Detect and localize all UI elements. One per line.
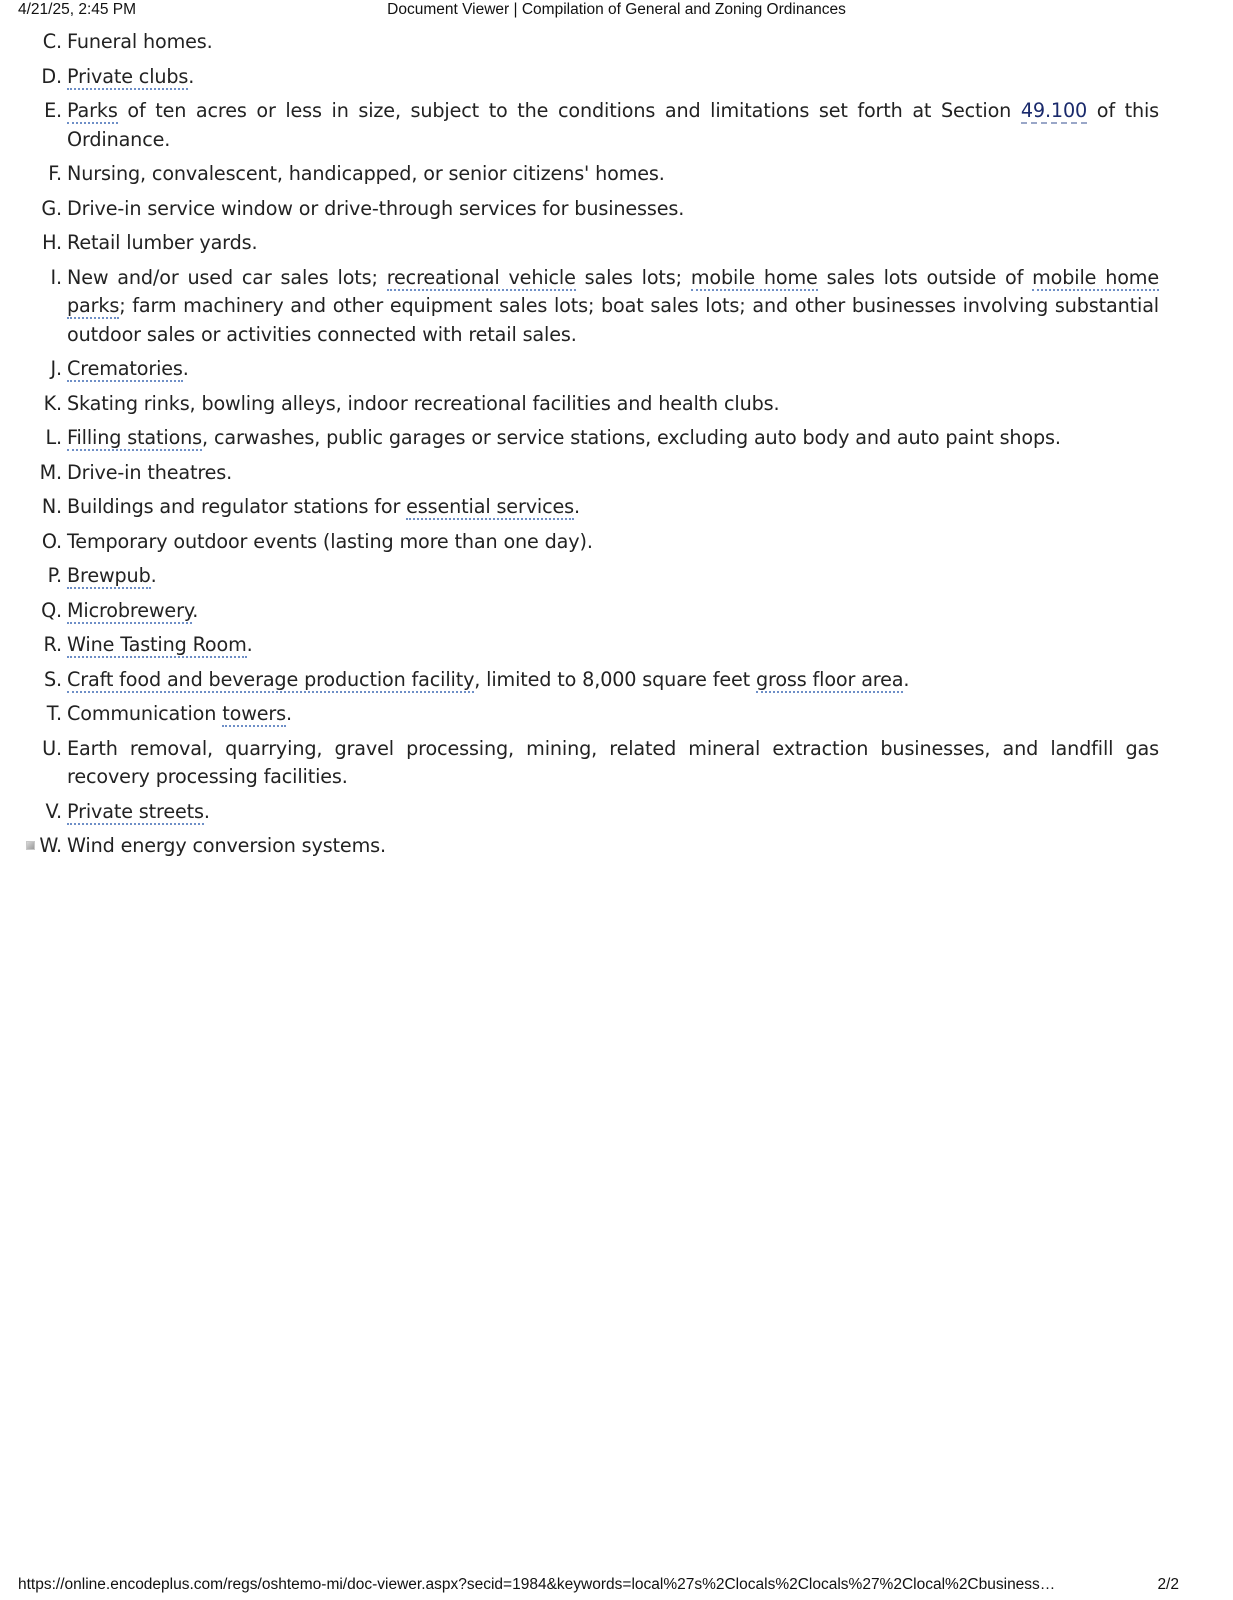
list-item-marker: I. — [50, 265, 62, 289]
item-text: Earth removal, quarrying, gravel processing, mining, related mineral extraction businesses, and landfill gas recovery processing facilities. — [67, 736, 1159, 788]
list-item — [0, 562, 1233, 591]
defined-term-link[interactable]: mobile home — [690, 265, 818, 289]
item-text: . — [188, 64, 195, 88]
item-text: Communication — [67, 702, 223, 725]
item-text: sales lots; — [575, 265, 691, 289]
defined-term-link[interactable]: Wine Tasting Room — [67, 633, 247, 656]
item-text: Temporary outdoor events (lasting more than one day). — [67, 529, 593, 553]
defined-term-link[interactable]: Brewpub — [67, 564, 151, 587]
list-item — [0, 832, 1233, 861]
item-text: New and/or used car sales lots; — [67, 265, 387, 289]
defined-term-link[interactable]: Private clubs — [67, 64, 189, 88]
list-item — [0, 798, 1233, 827]
section-reference-link[interactable]: 49.100 — [1020, 99, 1088, 122]
item-text: . — [574, 495, 580, 518]
list-item-marker: O. — [41, 529, 62, 553]
defined-term-link[interactable]: Parks — [67, 99, 118, 122]
print-page-number: 2/2 — [1157, 1576, 1179, 1593]
print-url: https://online.encodeplus.com/regs/oshtemo-mi/doc-viewer.aspx?secid=1984&keywords=local%27s%2Clocals%2Clocals%27%2Clocal%2Cbusiness… — [18, 1576, 1056, 1593]
item-text: of ten acres or less in size, subject to the conditions and limitations set forth at Section — [117, 99, 1021, 122]
item-text: Funeral homes. — [67, 30, 213, 53]
defined-term-link[interactable]: Craft food and beverage production facility — [67, 667, 475, 691]
list-item-marker: J. — [50, 357, 62, 380]
list-item — [0, 355, 1233, 384]
list-item-marker: S. — [44, 667, 62, 691]
list-item-marker: G. — [41, 196, 62, 220]
list-item — [0, 390, 1233, 419]
item-text: Nursing, convalescent, handicapped, or senior citizens' homes. — [67, 162, 665, 185]
list-item-marker: C. — [42, 30, 62, 53]
list-item — [0, 631, 1233, 660]
defined-term-link[interactable]: Filling stations — [67, 426, 203, 449]
list-item-marker: T. — [46, 702, 62, 725]
list-item-marker: U. — [42, 736, 62, 760]
list-item-marker: E. — [44, 99, 62, 122]
item-text: . — [285, 702, 292, 725]
list-item — [0, 528, 1233, 557]
list-item — [0, 735, 1233, 792]
item-text: , limited to 8,000 square feet — [474, 667, 756, 691]
list-item — [0, 666, 1233, 695]
list-item — [0, 28, 1233, 57]
list-item-marker: V. — [45, 799, 62, 823]
list-item-marker: F. — [48, 162, 62, 185]
defined-term-link[interactable]: essential services — [406, 495, 574, 518]
list-item — [0, 700, 1233, 729]
defined-term-link[interactable]: mobile home parks — [67, 265, 1159, 317]
list-item — [0, 160, 1233, 189]
item-text: Drive-in theatres. — [67, 460, 233, 484]
item-text: Wind energy conversion systems. — [67, 834, 386, 857]
list-item — [0, 195, 1233, 224]
list-item — [0, 97, 1233, 154]
broken-image-icon — [26, 841, 35, 850]
list-item — [0, 493, 1233, 522]
list-item-marker: L. — [45, 426, 62, 449]
item-text: . — [903, 667, 910, 691]
defined-term-link[interactable]: gross floor area — [755, 667, 904, 691]
defined-term-link[interactable]: recreational vehicle — [386, 265, 576, 289]
print-header — [0, 0, 1233, 22]
list-item — [0, 63, 1233, 92]
item-text: . — [192, 598, 199, 622]
item-text: Skating rinks, bowling alleys, indoor recreational facilities and health clubs. — [67, 391, 780, 415]
list-item — [0, 264, 1233, 350]
list-item-marker: M. — [39, 460, 62, 484]
list-item — [0, 229, 1233, 258]
print-page-title: Document Viewer | Compilation of General and Zoning Ordinances — [387, 1, 846, 18]
item-text: , carwashes, public garages or service stations, excluding auto body and auto paint shops. — [202, 426, 1061, 449]
item-text: . — [182, 357, 189, 380]
list-item-marker: W. — [39, 834, 62, 857]
print-datetime: 4/21/25, 2:45 PM — [18, 1, 137, 18]
list-item-marker: K. — [43, 391, 62, 415]
print-footer — [0, 1576, 1233, 1600]
list-item-marker: H. — [42, 231, 62, 254]
list-item-marker: N. — [41, 495, 62, 518]
ordinance-list — [0, 28, 1233, 867]
item-text: . — [246, 633, 253, 656]
list-item-marker: D. — [41, 64, 62, 88]
list-item — [0, 424, 1233, 453]
list-item-marker: Q. — [41, 598, 62, 622]
defined-term-link[interactable]: Private streets — [67, 799, 204, 823]
list-item — [0, 459, 1233, 488]
item-text: . — [150, 564, 157, 587]
defined-term-link[interactable]: Crematories — [67, 357, 183, 380]
item-text: . — [203, 799, 210, 823]
item-text: of this Ordinance. — [67, 99, 1159, 151]
item-text: Retail lumber yards. — [67, 231, 258, 254]
item-text: sales lots outside of — [817, 265, 1033, 289]
defined-term-link[interactable]: towers — [222, 702, 286, 725]
item-text: Drive-in service window or drive-through services for businesses. — [67, 196, 685, 220]
list-item — [0, 597, 1233, 626]
list-item-marker: R. — [43, 633, 62, 656]
item-text: ; farm machinery and other equipment sales lots; boat sales lots; and other businesses involving substantial outdoor sales or activities connected with retail sales. — [67, 294, 1159, 346]
item-text: Buildings and regulator stations for — [67, 495, 407, 518]
list-item-marker: P. — [47, 564, 62, 587]
defined-term-link[interactable]: Microbrewery — [67, 598, 193, 622]
